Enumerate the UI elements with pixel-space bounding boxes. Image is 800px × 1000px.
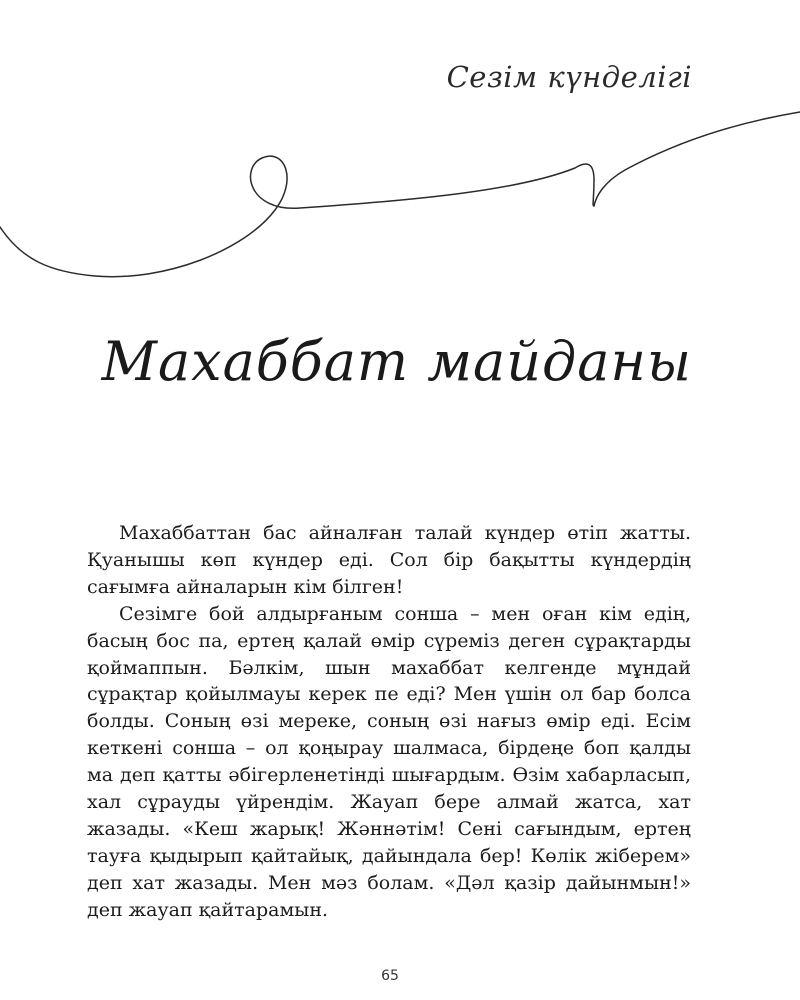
swirl-line: [0, 112, 800, 277]
body-text: [87, 520, 691, 924]
running-header-title: Сезім күнделігі: [446, 60, 692, 94]
page-number: 65: [381, 968, 399, 984]
chapter-title: Махаббат майданы: [101, 330, 692, 393]
paragraph-2: Сезімге бой алдырғаным сонша – мен оған кім едің, басың бос па, ертең қалай өмір сүреміз деген сұрақтарды қоймаппын. Бәлкім, шын махаббат келгенде мұндай сұрақтар қойылмауы керек пе еді? Мен үшін ол бар болса болды. Соның өзі мереке, соның өзі нағыз өмір еді. Есім кеткені сонша – ол қоңырау шалмаса, бірдеңе боп қалды ма деп қатты әбігерленетінді шығардым. Өзім хабарласып, хал сұрауды үйрендім. Жауап бере алмай жатса, хат жазады. «Кеш жарық! Жәннәтім! Сені сағындым, ертең тауға қыдырып қайтайық, дайындала бер! Көлік жіберем» деп хат жазады. Мен мәз болам. «Дәл қазір дайынмын!» деп жауап қайтарамын.: [87, 602, 691, 921]
decorative-swirl-ornament: [0, 100, 800, 300]
paragraph-1: Махаббаттан бас айналған талай күндер өтіп жатты. Қуанышы көп күндер еді. Сол бір бақытты күндердің сағымға айналарын кім білген!: [87, 522, 691, 598]
